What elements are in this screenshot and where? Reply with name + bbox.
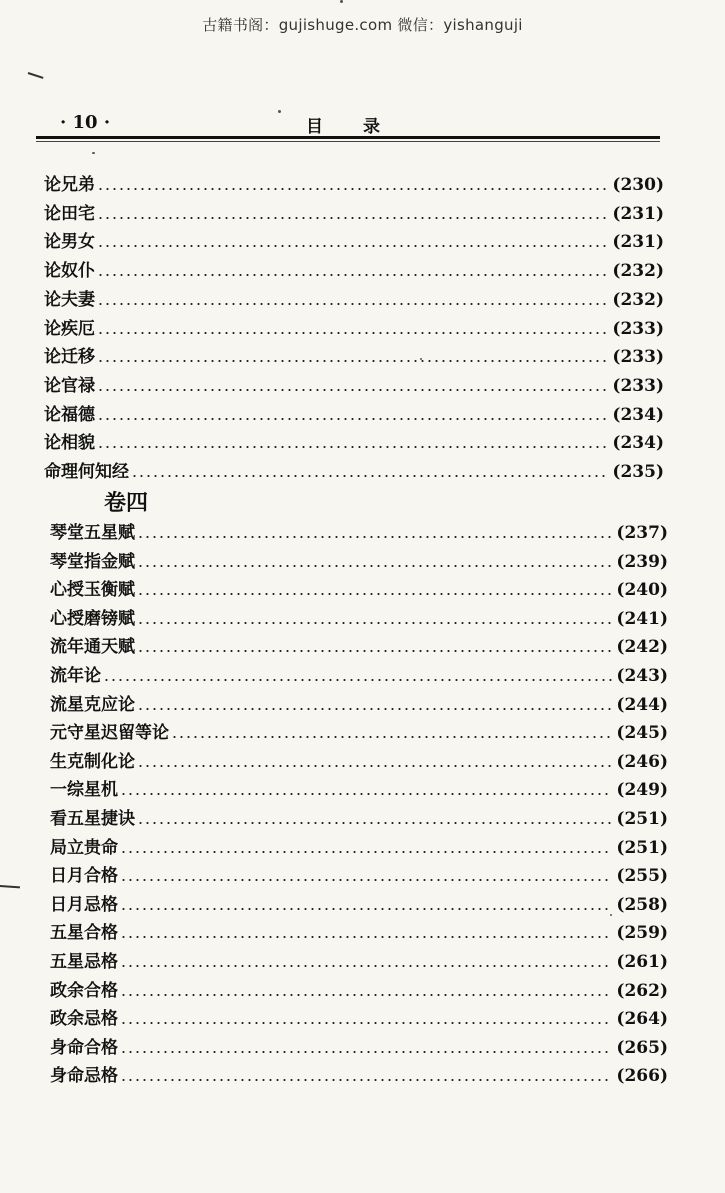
toc-entry — [50, 800, 668, 828]
toc-entry-title: 日月合格 — [50, 866, 118, 887]
toc-entry-page: (240) — [616, 580, 668, 601]
toc-entry-page: (245) — [616, 723, 668, 744]
toc-entry-page: (246) — [616, 751, 668, 772]
toc-entry-page: (230) — [612, 175, 664, 195]
dot-leader — [131, 475, 608, 477]
toc-entry-title: 论兄弟 — [44, 175, 95, 195]
dot-leader — [120, 936, 612, 938]
toc-entry-title: 生克制化论 — [50, 751, 135, 772]
toc-entry — [50, 571, 668, 599]
toc-entry — [44, 252, 664, 280]
toc-entry-page: (234) — [612, 404, 664, 425]
toc-entry — [50, 829, 668, 857]
toc-entry-page: (255) — [616, 866, 668, 887]
dot-leader — [97, 274, 608, 276]
toc-entry-title: 论奴仆 — [44, 261, 95, 282]
toc-entry — [50, 1000, 668, 1028]
toc-entry-page: (232) — [612, 261, 664, 282]
toc-entry-title: 看五星捷诀 — [50, 809, 135, 829]
toc-entry-page: (261) — [616, 952, 668, 972]
toc-entry — [50, 1029, 668, 1057]
toc-entry-page: (266) — [616, 1066, 668, 1087]
toc-entry-page: (231) — [612, 232, 664, 253]
toc-entry-title: 流年通天赋 — [50, 637, 135, 658]
toc-entry-title: 琴堂指金赋 — [50, 551, 135, 572]
toc-entry-page: (235) — [612, 462, 664, 482]
toc-entry — [50, 743, 668, 771]
toc-entry — [50, 1057, 668, 1085]
toc-entry-title: 五星忌格 — [50, 952, 118, 972]
toc-entry-page: (262) — [616, 980, 668, 1001]
dot-leader — [97, 188, 608, 190]
toc-entry — [50, 914, 668, 942]
toc-entry — [50, 657, 668, 685]
toc-entry — [50, 857, 668, 885]
toc-entry-title: 论男女 — [44, 232, 95, 253]
dot-leader — [97, 303, 608, 305]
toc-entry — [44, 223, 664, 251]
toc-entry-page: (244) — [616, 694, 668, 715]
toc-entry-page: (233) — [612, 318, 664, 339]
toc-entry-page: (249) — [616, 780, 668, 801]
toc-entry-title: 论福德 — [44, 404, 95, 425]
toc-entry-title: 局立贵命 — [50, 837, 118, 858]
dot-leader — [120, 965, 612, 967]
toc-entry — [44, 281, 664, 309]
toc-entry-page: (264) — [616, 1009, 668, 1030]
running-title: 目录 — [306, 117, 420, 137]
toc-entry-title: 论官禄 — [44, 375, 95, 396]
dot-leader — [120, 1022, 612, 1024]
toc-entry-page: (239) — [616, 551, 668, 572]
toc-entry-page: (231) — [612, 203, 664, 224]
scan-speck — [340, 0, 343, 3]
toc-entry-page: (251) — [616, 809, 668, 829]
dot-leader — [103, 679, 612, 681]
toc-entry-page: (233) — [612, 375, 664, 396]
dot-leader — [120, 994, 612, 996]
dot-leader — [137, 822, 612, 824]
dot-leader — [97, 389, 608, 391]
toc-entry-page: (242) — [616, 637, 668, 658]
toc-entry — [44, 338, 664, 366]
dot-leader — [137, 708, 612, 710]
toc-entry-title: 五星合格 — [50, 923, 118, 944]
toc-entry-title: 论迁移 — [44, 347, 95, 368]
toc-entry — [50, 686, 668, 714]
toc-entry — [44, 195, 664, 223]
toc-entry-title: 一综星机 — [50, 780, 118, 801]
dot-leader — [137, 536, 612, 538]
toc-entry-title: 论相貌 — [44, 433, 95, 454]
scan-speck — [278, 110, 281, 113]
toc-entry-title: 论田宅 — [44, 203, 95, 224]
toc-entry-title: 日月忌格 — [50, 894, 118, 915]
toc-entry-page: (233) — [612, 347, 664, 368]
dot-leader — [137, 565, 612, 567]
dot-leader — [97, 332, 608, 334]
toc-entry-title: 政余忌格 — [50, 1009, 118, 1030]
toc-entry-page: (232) — [612, 289, 664, 310]
toc-entry-title: 元守星迟留等论 — [50, 723, 169, 744]
toc-entry — [50, 943, 668, 971]
toc-entry-title: 身命合格 — [50, 1037, 118, 1058]
page-number: · 10 · — [60, 112, 111, 133]
dot-leader — [120, 879, 612, 881]
dot-leader — [97, 446, 608, 448]
section-heading: 卷四 — [104, 490, 149, 516]
toc-entry-page: (251) — [616, 837, 668, 858]
dot-leader — [120, 1079, 612, 1081]
toc-entry — [44, 166, 664, 194]
toc-entry-page: (237) — [616, 523, 668, 543]
toc-entry — [44, 367, 664, 395]
toc-entry-title: 流星克应论 — [50, 694, 135, 715]
toc-entry-page: (243) — [616, 666, 668, 686]
dot-leader — [137, 593, 612, 595]
toc-entry-title: 身命忌格 — [50, 1066, 118, 1087]
toc-entry — [50, 600, 668, 628]
toc-entry — [50, 514, 668, 542]
toc-entry — [50, 771, 668, 799]
dot-leader — [97, 245, 608, 247]
toc-entry-page: (265) — [616, 1037, 668, 1058]
dot-leader — [137, 765, 612, 767]
toc-entry-page: (234) — [612, 433, 664, 454]
dot-leader — [137, 650, 612, 652]
toc-entry-title: 政余合格 — [50, 980, 118, 1001]
toc-entry-page: (259) — [616, 923, 668, 944]
dot-leader — [137, 622, 612, 624]
dot-leader — [97, 418, 608, 420]
toc-entry — [44, 453, 664, 481]
dot-leader — [171, 736, 612, 738]
scan-speck — [92, 152, 95, 154]
toc-entry — [44, 424, 664, 452]
toc-entry-title: 心授磨镑赋 — [50, 608, 135, 629]
toc-entry-title: 论疾厄 — [44, 318, 95, 339]
toc-entry — [50, 628, 668, 656]
toc-entry-title: 琴堂五星赋 — [50, 523, 135, 543]
toc-entry — [50, 972, 668, 1000]
toc-entry-title: 流年论 — [50, 666, 101, 686]
toc-entry-page: (258) — [616, 894, 668, 915]
toc-entry — [50, 543, 668, 571]
dot-leader — [97, 360, 608, 362]
toc-entry-page: (241) — [616, 608, 668, 629]
toc-entry-title: 心授玉衡赋 — [50, 580, 135, 601]
dot-leader — [120, 793, 612, 795]
toc-entry — [50, 714, 668, 742]
toc-entry — [50, 886, 668, 914]
toc-entry — [44, 310, 664, 338]
dot-leader — [97, 217, 608, 219]
watermark-text: 古籍书阁：gujishuge.com 微信：yishanguji — [202, 16, 523, 34]
toc-entry-title: 命理何知经 — [44, 462, 129, 482]
scan-speck — [420, 358, 422, 360]
scan-speck — [610, 914, 612, 916]
toc-entry — [44, 396, 664, 424]
dot-leader — [120, 1051, 612, 1053]
toc-entry-title: 论夫妻 — [44, 289, 95, 310]
dot-leader — [120, 908, 612, 910]
dot-leader — [120, 851, 612, 853]
